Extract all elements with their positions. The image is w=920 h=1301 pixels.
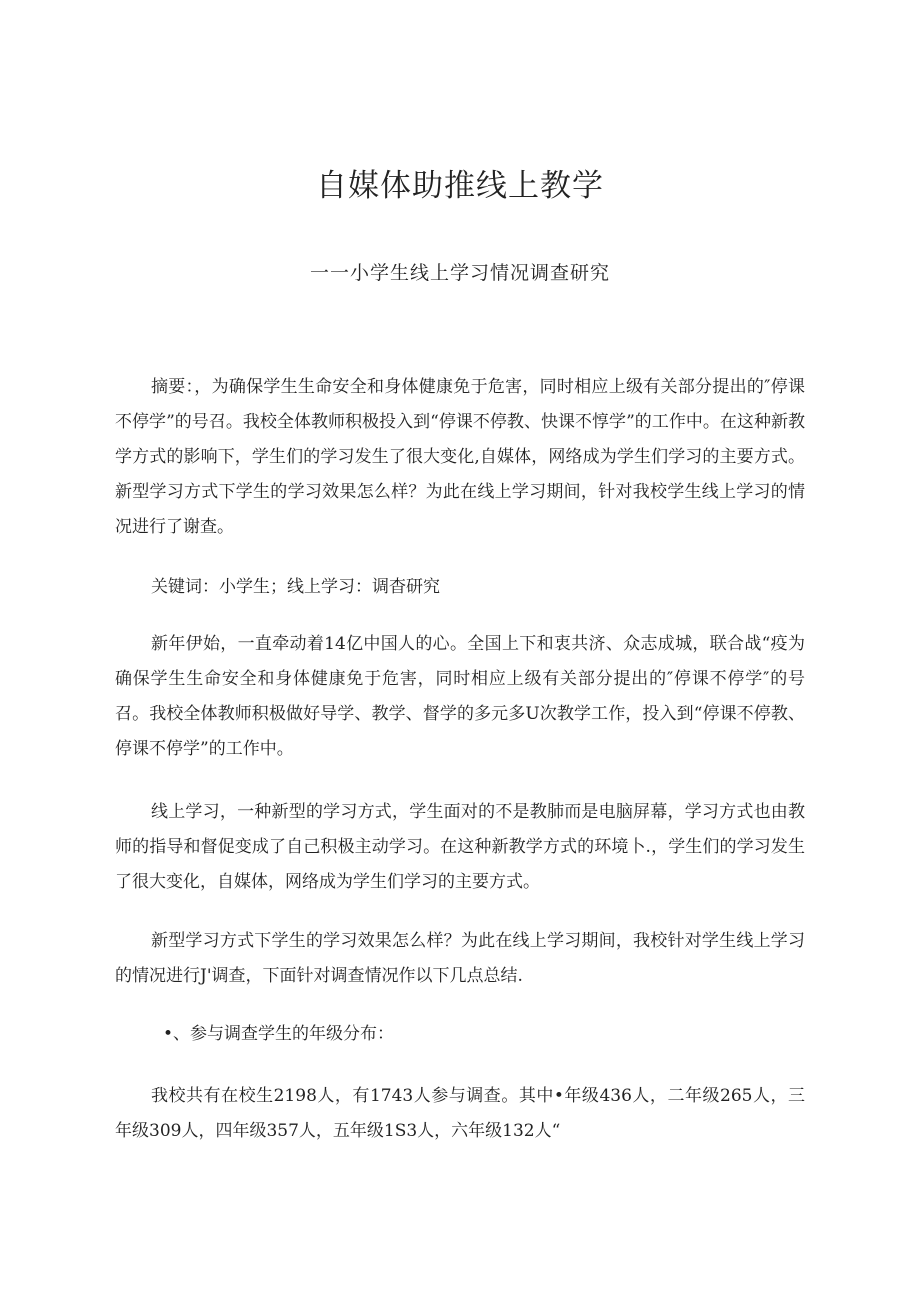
keywords-line: 关键词：小学生；线上学习：调杳研究 <box>151 577 440 597</box>
section-heading: •、参与调查学生的年级分布： <box>163 1024 395 1044</box>
body-paragraph-2: 线上学习，一种新型的学习方式，学生面对的不是教肺而是电脑屏幕，学习方式也由教师的指导和督促变成了自己积极主动学习。在这种新教学方式的环境卜.，学生们的学习发生了很大变化，自媒体，网络成为学生们学习的主要方式。 <box>115 802 805 892</box>
document-subtitle: 一一小学生线上学习情况调查研究 <box>309 262 610 284</box>
document-title: 自媒体助推线上教学 <box>316 168 604 204</box>
body-paragraph-3: 新型学习方式下学生的学习效果怎么样？为此在线上学习期间，我校针对学生线上学习的情况进行J'调查，下面针对调查情况作以下几点总结. <box>115 931 805 986</box>
abstract-paragraph: 摘要：，为确保学生生命安全和身体健康免于危害，同时相应上级有关部分提出的″停课不停学”的号召。我校全体教师积极投入到“停课不停教、快课不惇学”的工作中。在这种新教学方式的影响下，学生们的学习发生了很大变化,自媒体，网络成为学生们学习的主要方式。新型学习方式下学生的学习效果怎么样？为此在线上学习期间，针对我校学生线上学习的情况进行了谢查。 <box>115 377 805 537</box>
body-paragraph-1: 新年伊始，一直牵动着14亿中国人的心。全国上下和衷共济、众志成城，联合战“疫为确保学生生命安全和身体健康免于危害，同时相应上级有关部分提出的″停课不停学″的号召。我校全体教师积极做好导学、教学、督学的多元多U次教学工作，投入到“停课不停教、停课不停学”的工作中。 <box>115 634 805 759</box>
body-paragraph-4: 我校共有在校生2198人，有1743人参与调查。其中•年级436人，二年级265人，三年级309人，四年级357人，五年级1S3人，六年级132人“ <box>115 1086 805 1141</box>
